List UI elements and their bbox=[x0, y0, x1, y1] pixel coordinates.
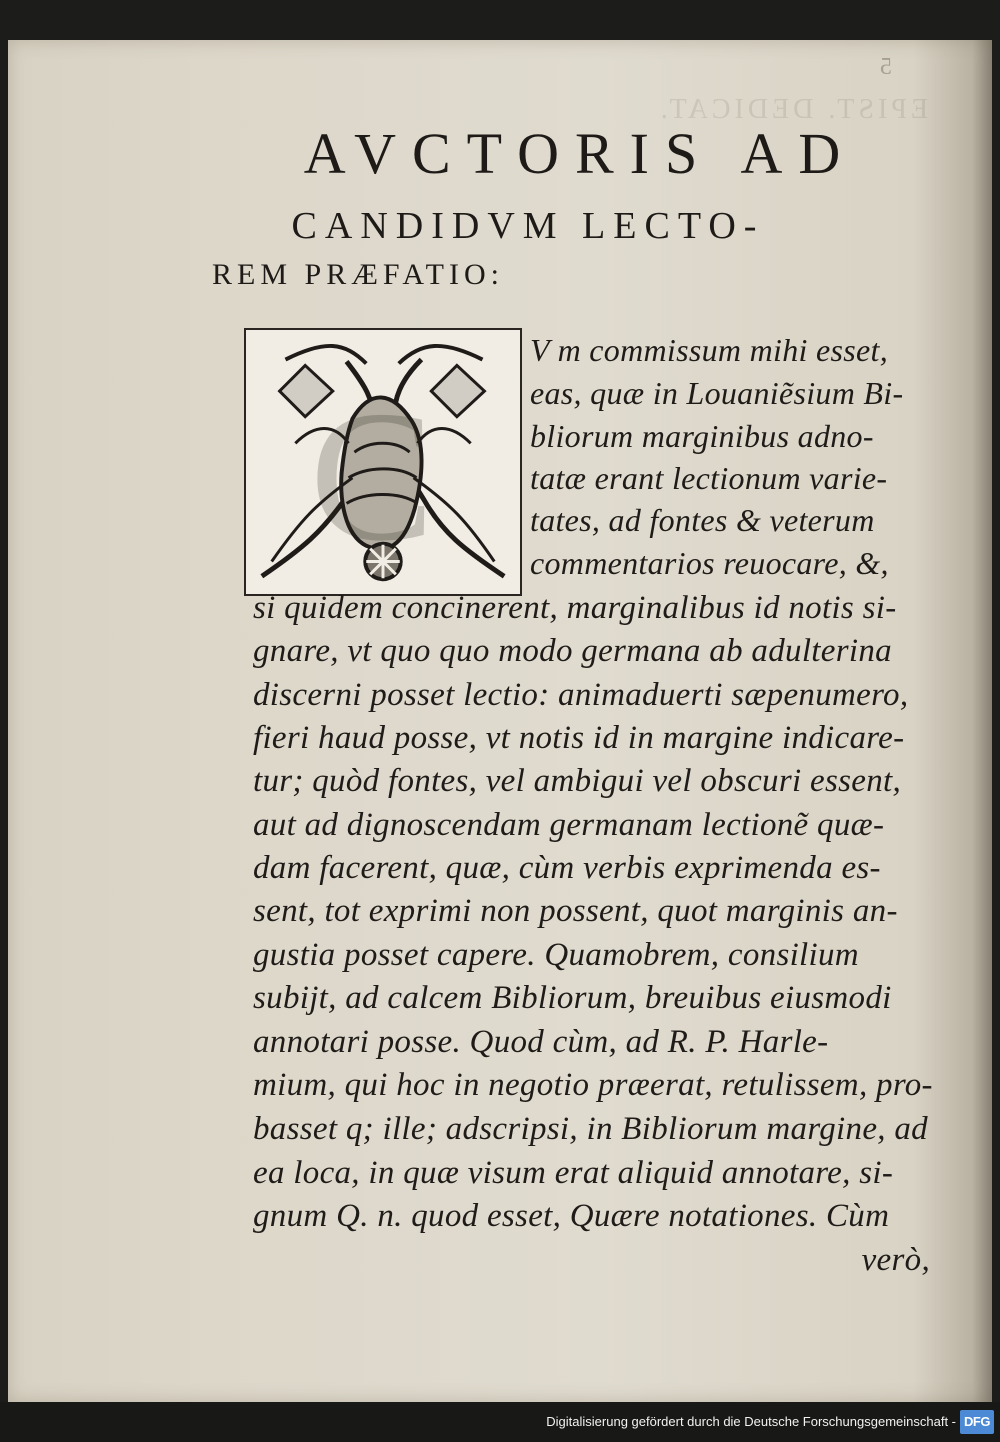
body-line-10: fieri haud posse, vt notis id in margine indicare- bbox=[253, 720, 905, 756]
decorated-initial bbox=[244, 328, 522, 596]
initial-letter-c: C bbox=[309, 372, 435, 580]
body-line-22: verò, bbox=[861, 1242, 930, 1278]
bleed-through-header: EPIST. DEDICAT. bbox=[656, 94, 928, 125]
body-line-1: V m commissum mihi esset, bbox=[530, 332, 888, 368]
book-page bbox=[8, 40, 992, 1402]
body-line-20: ea loca, in quæ visum erat aliquid annotare, si- bbox=[253, 1155, 894, 1191]
body-line-11: tur; quòd fontes, vel ambigui vel obscuri essent, bbox=[253, 763, 902, 799]
body-line-13: dam facerent, quæ, cùm verbis exprimenda es- bbox=[253, 850, 881, 886]
body-line-4: tatæ erant lectionum varie- bbox=[530, 460, 888, 496]
body-line-5: tates, ad fontes & veterum bbox=[530, 502, 875, 538]
body-line-16: subijt, ad calcem Bibliorum, breuibus eiusmodi bbox=[253, 980, 892, 1016]
body-line-2: eas, quæ in Louaniẽsium Bi- bbox=[530, 375, 904, 411]
body-line-12: aut ad dignoscendam germanam lectionẽ quæ- bbox=[253, 807, 885, 843]
page-marker: 5 bbox=[878, 54, 892, 80]
title-line-2: CANDIDVM LECTO- bbox=[291, 205, 765, 247]
body-line-18: mium, qui hoc in negotio præerat, retulissem, pro- bbox=[253, 1067, 933, 1103]
body-line-19: basset q; ille; adscripsi, in Bibliorum margine, ad bbox=[253, 1111, 928, 1147]
body-line-14: sent, tot exprimi non possent, quot marginis an- bbox=[253, 893, 898, 929]
footer-credit-text: Digitalisierung gefördert durch die Deutsche Forschungsgemeinschaft - bbox=[546, 1414, 956, 1429]
body-line-21: gnum Q. n. quod esset, Quære notationes. Cùm bbox=[253, 1198, 890, 1234]
body-line-8: gnare, vt quo quo modo germana ab adulterina bbox=[253, 633, 892, 669]
body-line-7: si quidem concinerent, marginalibus id notis si- bbox=[253, 590, 897, 626]
body-line-3: bliorum marginibus adno- bbox=[530, 418, 874, 454]
title-line-3: REM PRÆFATIO: bbox=[212, 258, 504, 291]
body-line-9: discerni posset lectio: animaduerti sæpenumero, bbox=[253, 677, 909, 713]
body-line-15: gustia posset capere. Quamobrem, consilium bbox=[253, 937, 859, 973]
body-line-6: commentarios reuocare, &, bbox=[530, 545, 889, 581]
body-line-17: annotari posse. Quod cùm, ad R. P. Harle- bbox=[253, 1024, 829, 1060]
digitization-footer bbox=[0, 1402, 1000, 1442]
title-line-1: AVCTORIS AD bbox=[303, 121, 857, 186]
dfg-logo: DFG bbox=[960, 1410, 994, 1434]
